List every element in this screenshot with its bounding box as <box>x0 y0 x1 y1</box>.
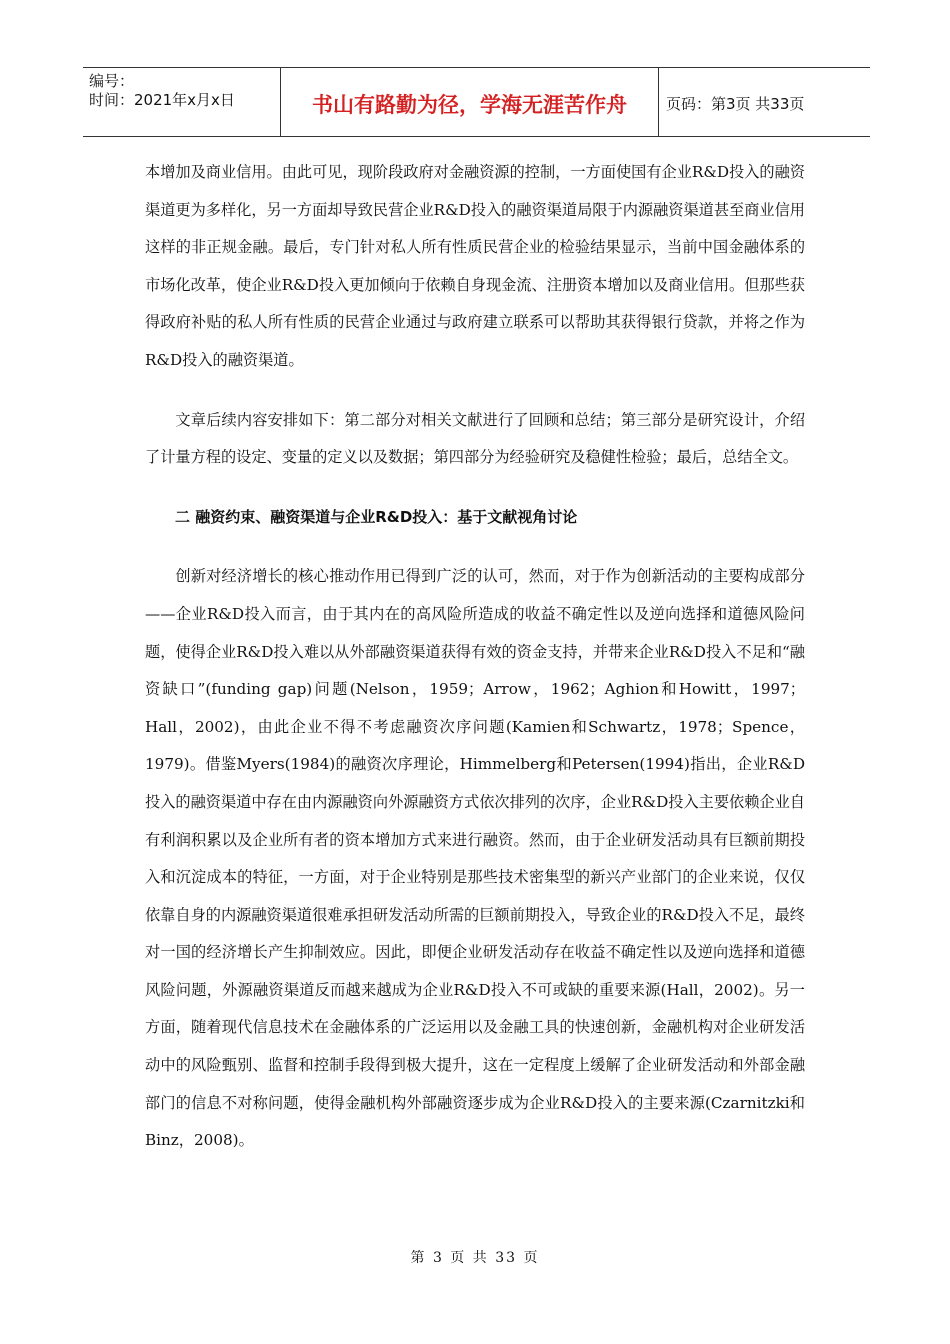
page-header <box>83 67 870 137</box>
page-footer: 第 3 页 共 33 页 <box>410 1250 540 1266</box>
paragraph: 文章后续内容安排如下：第二部分对相关文献进行了回顾和总结；第三部分是研究设计，介绍了计量方程的设定、变量的定义以及数据；第四部分为经验研究及稳健性检验；最后，总结全文。 <box>145 410 805 467</box>
document-body <box>145 154 805 1160</box>
paragraph: 创新对经济增长的核心推动作用已得到广泛的认可，然而，对于作为创新活动的主要构成部分——企业R&D投入而言，由于其内在的高风险所造成的收益不确定性以及逆向选择和道德风险问题，使得企业R&D投入难以从外部融资渠道获得有效的资金支持，并带来企业R&D投入不足和“融资缺口”(funding gap)问题(Nelson，1959；Arrow，1962；Aghion和Howitt，1997；Hall，2002)，由此企业不得不考虑融资次序问题(Kamien和Schwartz，1978；Spence，1979)。借鉴Myers(1984)的融资次序理论，Himmelberg和Petersen(1994)指出，企业R&D投入的融资渠道中存在由内源融资向外源融资方式依次排列的次序，企业R&D投入主要依赖企业自有利润积累以及企业所有者的资本增加方式来进行融资。然而，由于企业研发活动具有巨额前期投入和沉淀成本的特征，一方面，对于企业特别是那些技术密集型的新兴产业部门的企业来说，仅仅依靠自身的内源融资渠道很难承担研发活动所需的巨额前期投入，导致企业的R&D投入不足，最终对一国的经济增长产生抑制效应。因此，即便企业研发活动存在收益不确定性以及逆向选择和道德风险问题，外源融资渠道反而越来越成为企业R&D投入不可或缺的重要来源(Hall，2002)。另一方面，随着现代信息技术在金融体系的广泛运用以及金融工具的快速创新，金融机构对企业研发活动中的风险甄别、监督和控制手段得到极大提升，这在一定程度上缓解了企业研发活动和外部金融部门的信息不对称问题，使得金融机构外部融资逐步成为企业R&D投入的主要来源(Czarnitzki和Binz，2008)。 <box>145 567 805 1150</box>
paragraph: 本增加及商业信用。由此可见，现阶段政府对金融资源的控制，一方面使国有企业R&D投入的融资渠道更为多样化，另一方面却导致民营企业R&D投入的融资渠道局限于内源融资渠道甚至商业信用这样的非正规金融。最后，专门针对私人所有性质民营企业的检验结果显示，当前中国金融体系的市场化改革，使企业R&D投入更加倾向于依赖自身现金流、注册资本增加以及商业信用。但那些获得政府补贴的私人所有性质的民营企业通过与政府建立联系可以帮助其获得银行贷款，并将之作为R&D投入的融资渠道。 <box>145 163 805 369</box>
number-label: 编号： <box>89 72 135 90</box>
header-meta <box>83 68 281 136</box>
time-label: 时间：2021年x月x日 <box>89 91 235 109</box>
section-heading: 二 融资约束、融资渠道与企业R&D投入：基于文献视角讨论 <box>175 507 578 526</box>
header-motto: 书山有路勤为径，学海无涯苦作舟 <box>281 68 659 136</box>
header-page-info: 页码：第3页 共33页 <box>666 94 805 113</box>
